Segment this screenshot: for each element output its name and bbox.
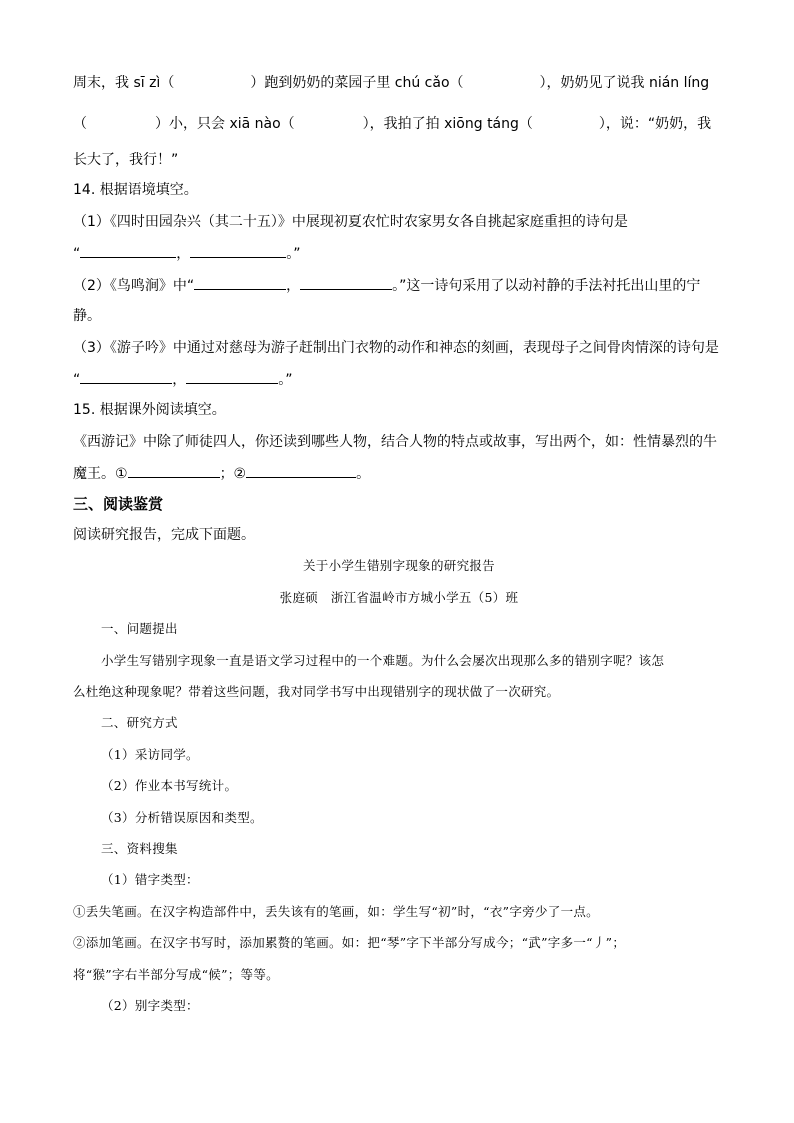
pinyin-fill-line-2: （ ）小，只会 xiā nào（ ），我拍了拍 xiōng táng（ ），说：“奶奶，我 [73, 116, 712, 132]
answer-blank[interactable] [80, 243, 176, 258]
answer-blank-1[interactable] [128, 463, 220, 478]
q15-title: 15. 根据课外阅读填空。 [73, 402, 226, 418]
pinyin-fill-line-1: 周末，我 sī zì（ ）跑到奶奶的菜园子里 chú cǎo（ ），奶奶见了说我 nián líng [73, 75, 710, 91]
q14-sub3-prompt: （3）《游子吟》中通过对慈母为游子赶制出门衣物的动作和神态的刻画，表现母子之间骨肉情深的诗句是 [73, 340, 719, 356]
q15-prompt: 《西游记》中除了师徒四人，你还读到哪些人物，结合人物的特点或故事，写出两个，如：性情暴烈的牛 [73, 434, 717, 450]
q14-title: 14. 根据语境填空。 [73, 182, 198, 198]
report-category-1-item-1: ①丢失笔画。在汉字构造部件中，丢失该有的笔画，如：学生写“初”时，“衣”字旁少了一点。 [73, 904, 599, 919]
report-method-3: （3）分析错误原因和类型。 [101, 810, 263, 825]
report-para-1-line-1: 小学生写错别字现象一直是语文学习过程中的一个难题。为什么会屡次出现那么多的错别字呢？该怎 [101, 653, 665, 668]
pinyin-fill-line-3: 长大了，我行！” [73, 152, 179, 168]
answer-blank[interactable] [186, 369, 278, 384]
q14-sub1-answer-line: “ ， 。” [73, 243, 301, 264]
section-instruction: 阅读研究报告，完成下面题。 [73, 527, 255, 543]
report-heading-3: 三、资料搜集 [101, 841, 178, 856]
report-category-1: （1）错字类型： [101, 872, 199, 887]
answer-blank[interactable] [80, 369, 172, 384]
answer-blank[interactable] [300, 275, 392, 290]
report-method-1: （1）采访同学。 [101, 747, 199, 762]
report-heading-2: 二、研究方式 [101, 715, 178, 730]
report-heading-1: 一、问题提出 [101, 621, 178, 636]
report-author: 张庭硕 浙江省温岭市方城小学五（5）班 [279, 590, 519, 605]
report-title: 关于小学生错别字现象的研究报告 [302, 558, 495, 573]
section-heading: 三、阅读鉴赏 [73, 495, 164, 513]
report-para-1-line-2: 么杜绝这种现象呢？带着这些问题，我对同学书写中出现错别字的现状做了一次研究。 [73, 684, 560, 699]
answer-blank[interactable] [194, 275, 286, 290]
answer-blank-2[interactable] [246, 463, 356, 478]
report-category-1-item-2-line-1: ②添加笔画。在汉字书写时，添加累赘的笔画。如：把“琴”字下半部分写成今；“武”字多一“丿”； [73, 935, 626, 950]
q14-sub3-answer-line: “ ， 。” [73, 369, 293, 390]
q14-sub2-line-1: （2）《鸟鸣涧》中“ ， 。”这一诗句采用了以动衬静的手法衬托出山里的宁 [73, 275, 700, 296]
q14-sub1-prompt: （1）《四时田园杂兴（其二十五）》中展现初夏农忙时农家男女各自挑起家庭重担的诗句是 [73, 214, 628, 230]
report-method-2: （2）作业本书写统计。 [101, 778, 238, 793]
q15-answer-line: 魔王。① ；② 。 [73, 463, 370, 484]
report-category-2: （2）别字类型： [101, 998, 199, 1013]
answer-blank[interactable] [190, 243, 286, 258]
q14-sub2-line-2: 静。 [73, 308, 101, 324]
report-category-1-item-2-line-2: 将“猴”字右半部分写成“候”；等等。 [73, 967, 279, 982]
